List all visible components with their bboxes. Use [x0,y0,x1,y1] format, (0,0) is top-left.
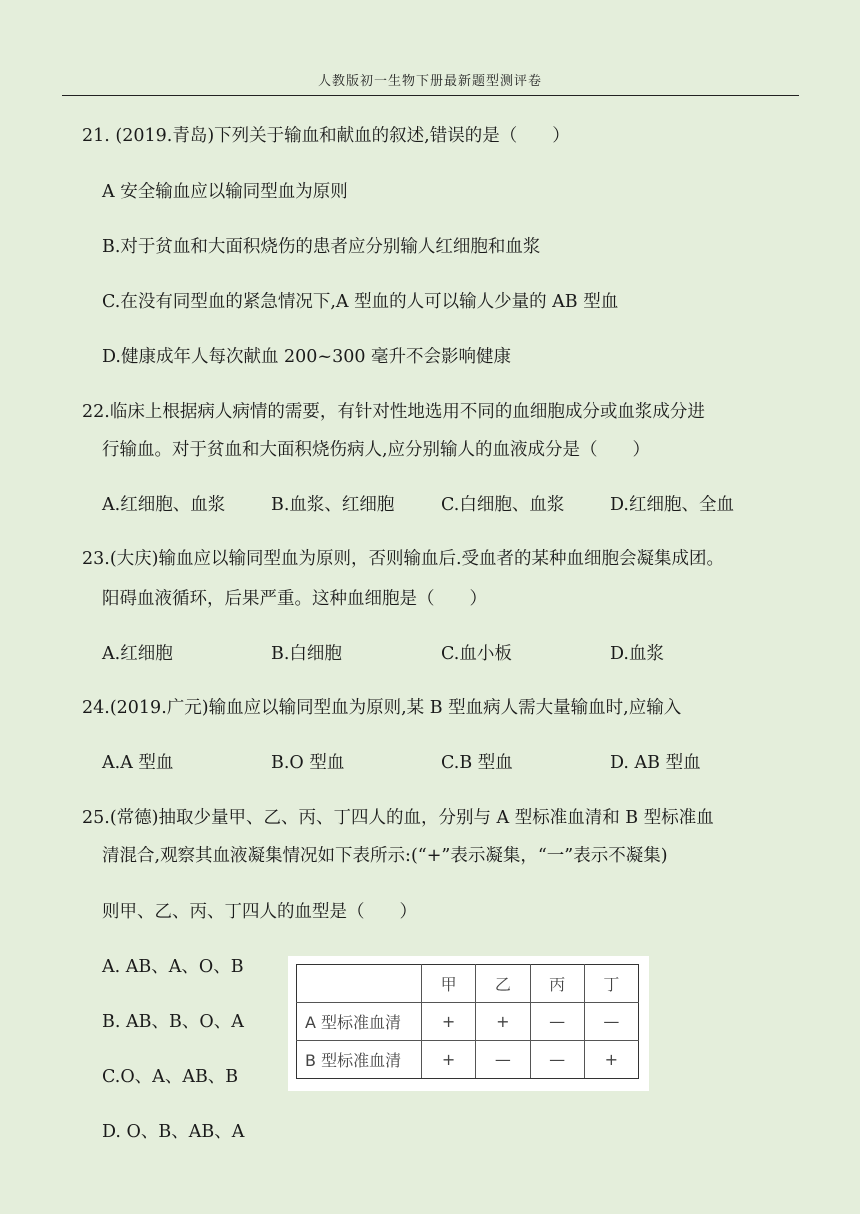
q23-option-c: C.血小板 [441,644,512,664]
table-cell: + [584,1041,638,1079]
q22-option-a: A.红细胞、血浆 [102,495,226,515]
q21-option-c: C.在没有同型血的紧急情况下,A 型血的人可以输人少量的 AB 型血 [102,292,619,312]
table-cell: + [422,1003,476,1041]
page-header: 人教版初一生物下册最新题型测评卷 [317,74,542,89]
table-cell: — [530,1041,584,1079]
table-row [297,1041,639,1079]
q25-stem-line2: 清混合,观察其血液凝集情况如下表所示:(“+”表示凝集，“一”表示不凝集) [102,846,668,866]
table-header-cell [297,965,422,1003]
blood-type-table-image [288,956,649,1091]
q25-option-c: C.O、A、AB、B [102,1067,239,1087]
table-header-cell: 丙 [530,965,584,1003]
table-cell: + [476,1003,530,1041]
table-cell: — [584,1003,638,1041]
q25-option-a: A. AB、A、O、B [102,957,244,977]
q24-stem: 24.(2019.广元)输血应以输同型血为原则,某 B 型血病人需大量输血时,应输入 [82,698,682,718]
table-header-cell: 甲 [422,965,476,1003]
q23-option-d: D.血浆 [610,644,664,664]
table-header-cell: 丁 [584,965,638,1003]
header-rule [62,95,799,96]
q21-stem: 21. (2019.青岛)下列关于输血和献血的叙述,错误的是（ ） [82,126,570,146]
q25-option-d: D. O、B、AB、A [102,1122,245,1142]
q22-option-c: C.白细胞、血浆 [441,495,565,515]
row-label: A 型标准血清 [297,1003,422,1041]
table-cell: — [476,1041,530,1079]
table-cell: — [530,1003,584,1041]
q23-stem-line2: 阳碍血液循环，后果严重。这种血细胞是（ ） [102,589,487,609]
q25-option-b: B. AB、B、O、A [102,1012,244,1032]
q22-option-b: B.血浆、红细胞 [271,495,395,515]
table-header-row [297,965,639,1003]
q21-option-a: A 安全输血应以输同型血为原则 [102,182,348,202]
q21-option-b: B.对于贫血和大面积烧伤的患者应分别输人红细胞和血浆 [102,237,541,257]
q23-stem-line1: 23.(大庆)输血应以输同型血为原则，否则输血后.受血者的某种血细胞会凝集成团。 [82,549,725,569]
q25-stem-line3: 则甲、乙、丙、丁四人的血型是（ ） [102,902,417,922]
q25-stem-line1: 25.(常德)抽取少量甲、乙、丙、丁四人的血，分别与 A 型标准血清和 B 型标准血 [82,808,714,828]
q22-stem-line1: 22.临床上根据病人病情的需要，有针对性地选用不同的血细胞成分或血浆成分进 [82,402,705,422]
q23-option-a: A.红细胞 [102,644,173,664]
row-label: B 型标准血清 [297,1041,422,1079]
table-row [297,1003,639,1041]
q24-option-b: B.O 型血 [271,753,345,773]
table-header-cell: 乙 [476,965,530,1003]
q23-option-b: B.白细胞 [271,644,342,664]
q24-option-c: C.B 型血 [441,753,513,773]
q21-option-d: D.健康成年人每次献血 200~300 毫升不会影响健康 [102,347,512,367]
blood-type-table [296,964,639,1079]
q22-option-d: D.红细胞、全血 [610,495,734,515]
q22-stem-line2: 行输血。对于贫血和大面积烧伤病人,应分别输人的血液成分是（ ） [102,440,651,460]
q24-option-d: D. AB 型血 [610,753,701,773]
table-cell: + [422,1041,476,1079]
q24-option-a: A.A 型血 [102,753,174,773]
